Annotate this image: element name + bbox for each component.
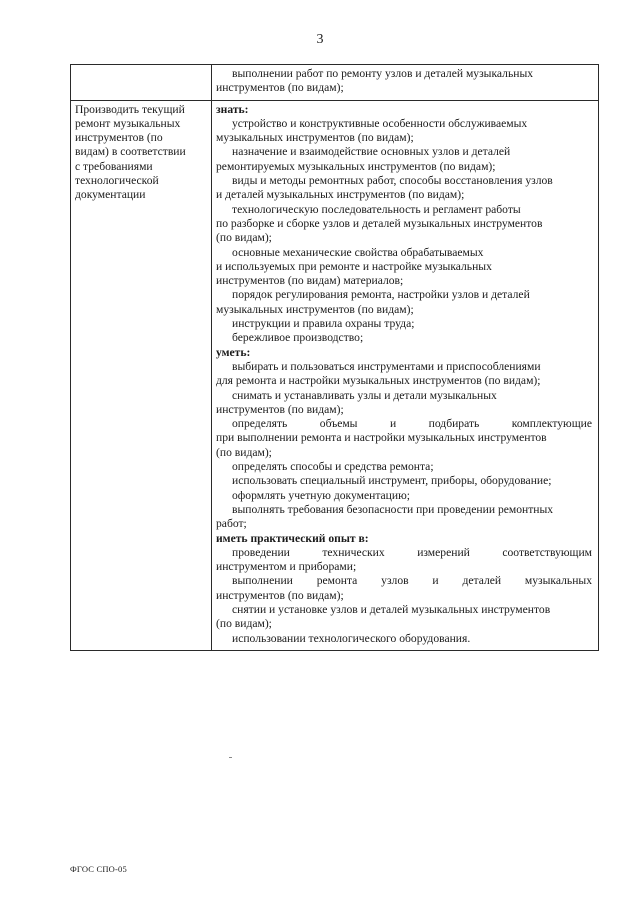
text-line: выполнять требования безопасности при проведении ремонтных [232,502,554,516]
competency-table [70,64,599,651]
page-number: 3 [316,32,324,47]
text-line: (по видам); [216,617,272,631]
text-line: инструментов (по видам); [216,81,344,95]
text-line: проведении технических измерений соответствующим [232,545,592,559]
requirements-cell [212,65,599,101]
competency-cell [71,65,212,101]
know-header: знать: [216,102,249,116]
text-line: технологическую последовательность и регламент работы [232,202,521,216]
text-line: снятии и установке узлов и деталей музыкальных инструментов [232,602,551,616]
skills-header: уметь: [216,345,251,359]
text-line: инструкции и правила охраны труда; [232,317,415,331]
text-line: использовать специальный инструмент, приборы, оборудование; [232,474,552,488]
text-line: инструментов (по видам); [216,402,344,416]
text-line: инструментом и приборами; [216,560,357,574]
table-row [71,65,599,101]
competency-line: технологической [75,174,159,188]
text-line: музыкальных инструментов (по видам); [216,302,414,316]
text-line: (по видам); [216,231,272,245]
experience-header: иметь практический опыт в: [216,531,369,545]
text-line: использовании технологического оборудования. [232,631,471,645]
competency-line: инструментов (по [75,131,163,145]
requirements-cell [212,100,599,650]
text-line: выполнении работ по ремонту узлов и деталей музыкальных [232,67,534,80]
text-line: выбирать и пользоваться инструментами и приспособлениями [232,359,541,373]
text-line: инструментов (по видам); [216,588,344,602]
text-line: назначение и взаимодействие основных узлов и деталей [232,145,511,159]
text-line: работ; [216,517,247,531]
text-line: определять способы и средства ремонта; [232,460,434,474]
text-line: ремонтируемых музыкальных инструментов (по видам); [216,159,496,173]
text-line: снимать и устанавливать узлы и детали музыкальных [232,388,497,402]
text-line: при выполнении ремонта и настройки музыкальных инструментов [216,431,547,445]
text-line: и используемых при ремонте и настройке музыкальных [216,259,492,273]
text-line: бережливое производство; [232,331,364,345]
competency-line: Производить текущий [75,102,185,116]
text-line: устройство и конструктивные особенности обслуживаемых [232,116,528,130]
competency-cell [71,100,212,650]
text-line: основные механические свойства обрабатываемых [232,245,484,259]
text-line: определять объемы и подбирать комплектующие [232,417,592,431]
text-line: (по видам); [216,445,272,459]
competency-line: видам) в соответствии [75,145,186,159]
text-line: инструментов (по видам) материалов; [216,274,404,288]
text-line: выполнении ремонта узлов и деталей музыкальных [232,574,592,588]
text-line: оформлять учетную документацию; [232,488,410,502]
text-line: музыкальных инструментов (по видам); [216,131,414,145]
scan-speck [229,757,232,758]
text-line: по разборке и сборке узлов и деталей музыкальных инструментов [216,216,543,230]
text-line: для ремонта и настройки музыкальных инструментов (по видам); [216,374,541,388]
document-code: ФГОС СПО-05 [70,864,127,874]
text-line: виды и методы ремонтных работ, способы восстановления узлов [232,174,553,188]
text-line: порядок регулирования ремонта, настройки узлов и деталей [232,288,530,302]
table-row [71,100,599,650]
competency-line: документации [75,188,146,202]
text-line: и деталей музыкальных инструментов (по видам); [216,188,465,202]
competency-line: ремонт музыкальных [75,116,181,130]
competency-line: с требованиями [75,159,153,173]
